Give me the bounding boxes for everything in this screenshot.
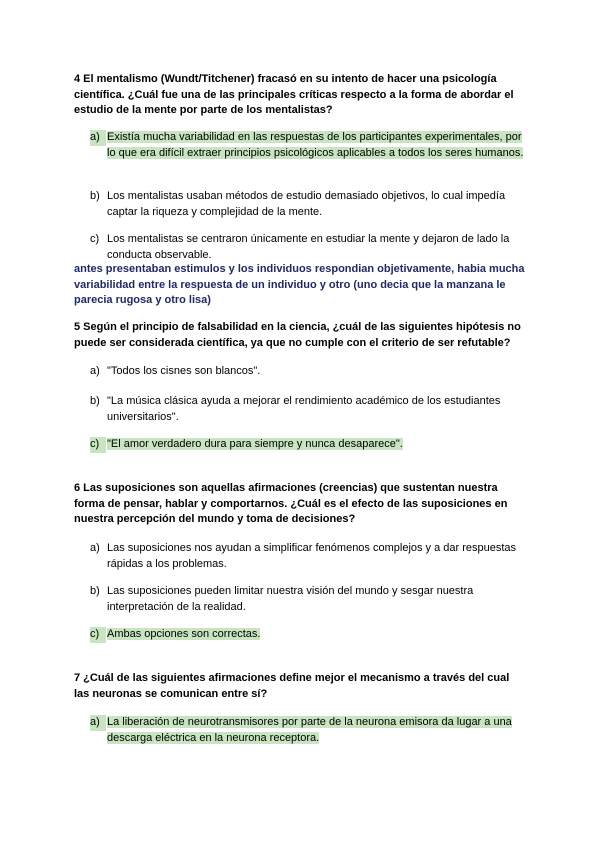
question-4-prompt: 4 El mentalismo (Wundt/Titchener) fracasó en su intento de hacer una psicología científica. ¿Cuál fue una de las principales críticas respecto a la forma de abordar el estudio de la mente por parte de los mentalistas? (74, 73, 514, 116)
option-text: Los mentalistas usaban métodos de estudio demasiado objetivos, lo cual impedía captar la riqueza y complejidad de la mente. (107, 190, 506, 218)
option-letter: a) (90, 130, 106, 146)
option-letter: b) (90, 190, 100, 202)
question-5-prompt: 5 Según el principio de falsabilidad en la ciencia, ¿cuál de las siguientes hipótesis no puede ser considerada científica, ya que no cumple con el criterio de ser refutable? (74, 321, 521, 349)
option-letter: b) (90, 395, 100, 407)
question-6-prompt: 6 Las suposiciones son aquellas afirmaciones (creencias) que sustentan nuestra forma de pensar, hablar y comportarnos. ¿Cuál es el efecto de las suposiciones en nuestra percepción del mundo y toma de decisiones? (74, 482, 508, 525)
option-text: "El amor verdadero dura para siempre y nunca desaparece". (107, 438, 403, 450)
option-text: "Todos los cisnes son blancos". (107, 365, 261, 377)
option-letter: c) (90, 437, 106, 453)
option-letter: c) (90, 627, 106, 643)
option-text: Ambas opciones son correctas. (107, 628, 261, 640)
option-letter: a) (90, 542, 100, 554)
question-7-prompt: 7 ¿Cuál de las siguientes afirmaciones define mejor el mecanismo a través del cual las neuronas se comunican entre sí? (74, 672, 510, 700)
question-4-note: antes presentaban estimulos y los individuos respondian objetivamente, habia mucha variabilidad entre la respuesta de un individuo y otro (uno decia que la manzana le parecia rugosa y otro lisa) (74, 263, 525, 306)
option-text: "La música clásica ayuda a mejorar el rendimiento académico de los estudiantes universitarios". (107, 395, 501, 423)
option-letter: c) (90, 233, 100, 245)
option-text: Existía mucha variabilidad en las respuestas de los participantes experimentales, por lo que era difícil extraer principios psicológicos aplicables a todos los seres humanos. (107, 131, 524, 159)
option-text: Las suposiciones pueden limitar nuestra visión del mundo y sesgar nuestra interpretación de la realidad. (107, 585, 474, 613)
option-text: Las suposiciones nos ayudan a simplificar fenómenos complejos y a dar respuestas rápidas a los problemas. (107, 542, 517, 570)
option-text: La liberación de neurotransmisores por parte de la neurona emisora da lugar a una descarga eléctrica en la neurona receptora. (107, 716, 512, 744)
option-letter: b) (90, 585, 100, 597)
option-text: Los mentalistas se centraron únicamente en estudiar la mente y dejaron de lado la conducta observable. (107, 233, 510, 261)
option-letter: a) (90, 365, 100, 377)
option-letter: a) (90, 715, 106, 731)
